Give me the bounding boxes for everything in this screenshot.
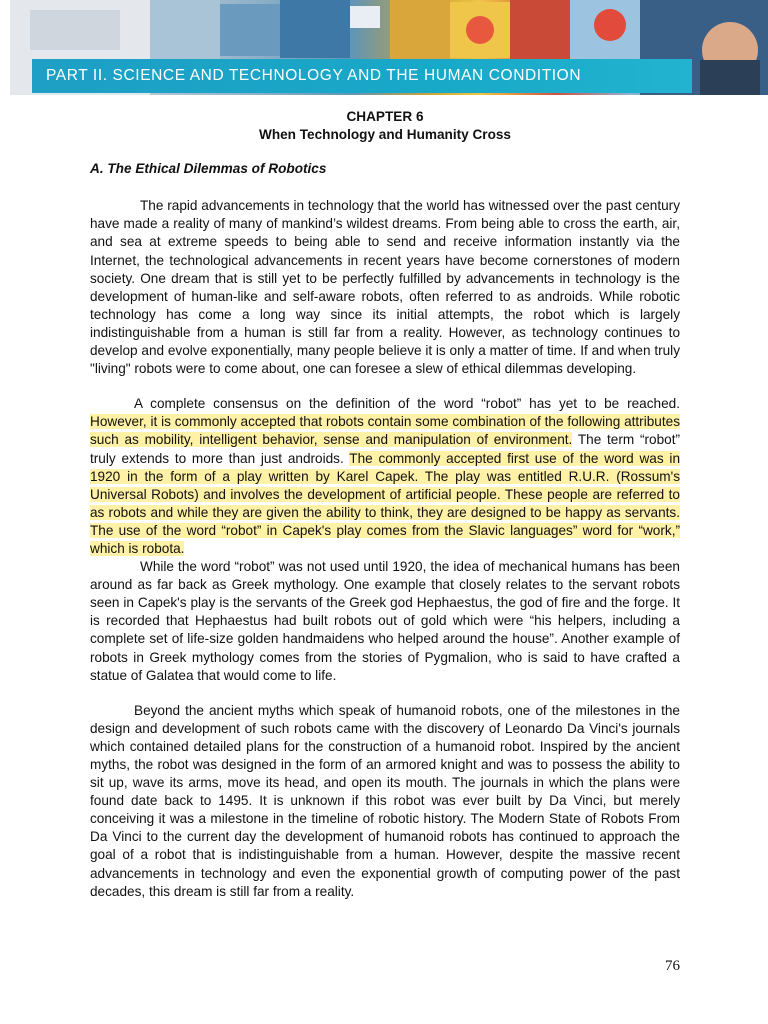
text-span: A complete consensus on the definition of the word “robot” has yet to be reached. [134,396,680,412]
document-body [90,108,680,901]
header-banner [10,0,768,95]
text-span: The term “robot” truly extends to more than just androids. [90,432,680,466]
highlighted-text: The commonly accepted first use of the word was in 1920 in the form of a play written by Karel Capek. The play was entitled R.U.R. (Rossum's Universal Robots) and involves the development of artificial people. These people are referred to as robots and while they are given the ability to think, they are designed to be happy as servants. The use of the word “robot” in Capek's play comes from the Slavic languages” word for “work,” which is robota. [90,450,681,556]
chapter-number: CHAPTER 6 [346,109,424,124]
chapter-title: When Technology and Humanity Cross [258,127,511,143]
part-title: PART II. SCIENCE AND TECHNOLOGY AND THE HUMAN CONDITION [46,67,582,84]
part-title-bar [32,59,692,93]
page-number: 76 [665,958,680,974]
paragraph-da-vinci: Beyond the ancient myths which speak of humanoid robots, one of the milestones in the design and development of such robots came with the discovery of Leonardo Da Vinci's journals which contained detailed plans for the construction of a humanoid robot. Inspired by the ancient myths, the robot was designed in the form of an armored knight and was to possess the ability to sit up, wave its arms, move its head, and open its mouth. The journals in which the plans were found date back to 1495. It is unknown if this robot was ever built by Da Vinci, but merely conceiving it was a milestone in the timeline of robotic history. The Modern State of Robots From Da Vinci to the current day the development of humanoid robots has continued to approach the goal of a robot that is indistinguishable from a human. However, despite the massive recent advancements in technology and even the exponential growth of computing power of the past decades, this dream is still far from a reality. [90,702,680,899]
paragraph-intro: The rapid advancements in technology that the world has witnessed over the past century have made a reality of many of mankind’s wildest dreams. From being able to cross the earth, air, and sea at extreme speeds to being able to send and receive information instantly via the Internet, the technological advancements in recent years have become cornerstones of modern society. One dream that is still yet to be perfectly fulfilled by advancements in technology is the development of human-like and self-aware robots, often referred to as androids. While robotic technology has come a long way since its initial attempts, the robot which is largely indistinguishable from a human is still far from a reality. However, as technology continues to develop and evolve exponentially, many people believe it is only a matter of time. If and when truly "living" robots were to come about, one can foresee a slew of ethical dilemmas developing. [90,198,680,377]
paragraph-mythology: While the word “robot” was not used until 1920, the idea of mechanical humans has been around as far back as Greek mythology. One example that closely relates to the servant robots seen in Capek's play is the servants of the Greek god Hephaestus, the god of fire and the forge. It is recorded that Hephaestus had built robots out of gold which were “his helpers, including a complete set of life-size golden handmaidens who helped around the house”. Another example of robots in Greek mythology comes from the stories of Pygmalion, who is said to have crafted a statue of Galatea that would come to life. [90,559,680,683]
section-heading: A. The Ethical Dilemmas of Robotics [90,161,327,177]
paragraph-definition [90,395,680,558]
highlighted-text: However, it is commonly accepted that robots contain some combination of the following attributes such as mobility, intelligent behavior, sense and manipulation of environment. [90,414,680,448]
